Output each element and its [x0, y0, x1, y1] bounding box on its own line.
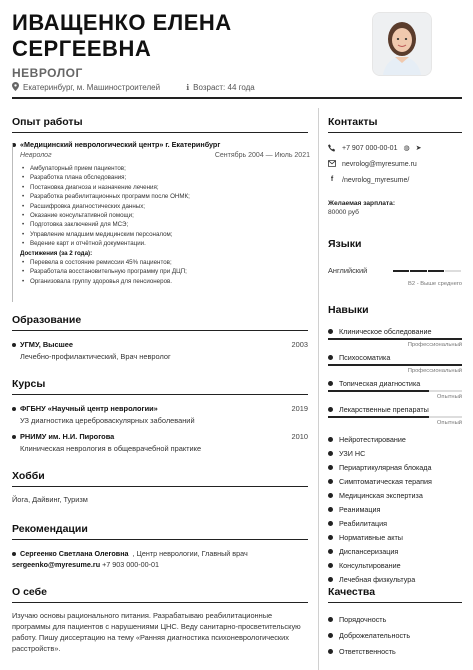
- skill-item: [328, 530, 462, 544]
- qualities-list: [328, 612, 462, 658]
- phone-icon: [328, 144, 336, 152]
- hobby-text: Йога, Дайвинг, Туризм: [12, 495, 88, 504]
- skill-name: Психосоматика: [339, 352, 391, 362]
- languages-title: Языки: [328, 238, 362, 250]
- header-divider: [12, 97, 462, 99]
- skill-item: [328, 324, 462, 348]
- course-org: ФГБНУ «Научный центр неврологии»: [20, 404, 158, 413]
- map-pin-icon: [12, 82, 19, 93]
- recommendation-block: [12, 548, 310, 570]
- list-item: • Разработка реабилитационных программ после ОНМК;: [20, 192, 310, 201]
- experience-underline: [12, 132, 308, 133]
- bullet-dot: [328, 355, 333, 360]
- courses-title: Курсы: [12, 378, 46, 390]
- skill-item: [328, 516, 462, 530]
- telegram-icon[interactable]: ➤: [415, 145, 422, 152]
- bullet-dot: [12, 407, 16, 411]
- skill-name: Консультирование: [339, 560, 401, 570]
- list-item: • Управление младшим медицинским персоналом;: [20, 230, 310, 239]
- language-name: Английский: [328, 266, 368, 275]
- skill-name: Симптоматическая терапия: [339, 476, 432, 486]
- recommendations-underline: [12, 539, 308, 540]
- language-level-track: [392, 270, 462, 272]
- achievements-list: [12, 258, 310, 286]
- list-item: • Разработала восстановительную программу при ДЦП;: [20, 267, 310, 276]
- recommender-phone: +7 903 000-00-01: [100, 560, 160, 569]
- recommender-email[interactable]: sergeenko@myresume.ru: [12, 560, 101, 569]
- bullet-dot: [328, 521, 333, 526]
- skill-name: Периартикулярная блокада: [339, 462, 432, 472]
- list-item: • Расшифровка диагностических данных;: [20, 202, 310, 211]
- job-role: Невролог: [20, 152, 52, 159]
- skill-name: Реанимация: [339, 504, 381, 514]
- skill-item: [328, 544, 462, 558]
- about-text: Изучаю основы рационального питания. Разрабатываю реабилитационные программы для пациентов с нарушениями ЦНС. Веду санитарно-просветительскую работу. Пишу диссертацию на тему «Ранняя диагностика психоневрологических расстройств».: [12, 611, 301, 653]
- list-item: • Подготовка заключений для МСЭ;: [20, 220, 310, 229]
- skill-name: Лекарственные препараты: [339, 404, 429, 414]
- skills-plain: [328, 432, 462, 586]
- bullet-dot: [328, 507, 333, 512]
- education-year: 2003: [291, 340, 308, 349]
- skill-name: Нейротестирование: [339, 434, 406, 444]
- education-block: [12, 340, 308, 361]
- qualities-underline: [328, 602, 462, 603]
- facebook-icon: f: [330, 176, 334, 183]
- about-title: О себе: [12, 586, 47, 598]
- courses-underline: [12, 394, 308, 395]
- contacts-block: [328, 142, 462, 216]
- skill-level-text: Профессиональный: [407, 342, 462, 348]
- skill-item: [328, 446, 462, 460]
- bullet-dot: [328, 633, 333, 638]
- skill-item: [328, 350, 462, 374]
- course-item-1: [12, 404, 308, 425]
- bullet-dot: [328, 577, 333, 582]
- email-value[interactable]: nevrolog@myresume.ru: [342, 160, 417, 168]
- course-year: 2010: [291, 432, 308, 441]
- school-name: УГМУ, Высшее: [20, 340, 73, 349]
- skill-name: Топическая диагностика: [339, 378, 421, 388]
- quality-name: Порядочность: [339, 614, 387, 624]
- list-item: • Амбулаторный прием пациентов;: [20, 164, 310, 173]
- skill-item: [328, 572, 462, 586]
- list-item: • Постановка диагноза и назначение лечения;: [20, 183, 310, 192]
- bullet-dot: [328, 549, 333, 554]
- course-name: УЗ диагностика цереброваскулярных заболеваний: [20, 416, 195, 425]
- course-org: РНИМУ им. Н.И. Пирогова: [20, 432, 115, 441]
- quality-name: Доброжелательность: [339, 630, 411, 640]
- bullet-dot: [328, 535, 333, 540]
- list-item: • Организовала группу здоровья для пенсионеров.: [20, 277, 310, 286]
- meta-row: [12, 82, 255, 93]
- bullet-dot: [328, 381, 333, 386]
- bullet-dot: [328, 437, 333, 442]
- age-text: Возраст: 44 года: [193, 83, 255, 92]
- social-value[interactable]: /nevrolog_myresume/: [342, 176, 410, 184]
- course-item-2: [12, 432, 308, 453]
- skill-item: [328, 376, 462, 400]
- job-title: НЕВРОЛОГ: [12, 66, 83, 80]
- recommender-place: , Центр неврологии, Главный врач: [132, 549, 248, 558]
- salary-value: 80000 руб: [328, 209, 359, 216]
- social-row: [328, 174, 462, 186]
- achievements-title: Достижения (за 2 года):: [20, 249, 93, 257]
- list-item: • Перевела в состояние ремиссии 45% пациентов;: [20, 258, 310, 267]
- full-name: ИВАЩЕНКО ЕЛЕНА СЕРГЕЕВНА: [12, 10, 232, 61]
- profile-photo: [372, 12, 432, 76]
- contacts-underline: [328, 132, 462, 133]
- envelope-icon: [328, 160, 336, 168]
- skill-level-bar: [328, 390, 462, 392]
- skill-level-bar: [328, 416, 462, 418]
- skill-level-bar: [328, 338, 462, 340]
- education-underline: [12, 330, 308, 331]
- skill-item: [328, 402, 462, 426]
- location-text: Екатеринбург, м. Машиностроителей: [23, 83, 161, 92]
- skill-name: Диспансеризация: [339, 546, 399, 556]
- language-row: [328, 266, 462, 287]
- experience-title: Опыт работы: [12, 116, 83, 128]
- bullet-dot: [328, 493, 333, 498]
- bullet-dot: [328, 407, 333, 412]
- skill-item: [328, 460, 462, 474]
- bullet-dot: [328, 479, 333, 484]
- bullet-dot: [328, 451, 333, 456]
- language-level-text: B2 - Выше среднего: [408, 281, 462, 287]
- contacts-title: Контакты: [328, 116, 378, 128]
- skill-name: Медицинская экспертиза: [339, 490, 423, 500]
- skill-level-text: Профессиональный: [407, 368, 462, 374]
- phone-value[interactable]: +7 907 000-00-01: [342, 144, 398, 152]
- skills-title: Навыки: [328, 304, 369, 316]
- skill-name: Клиническое обследование: [339, 326, 432, 336]
- column-divider: [318, 108, 319, 670]
- list-item: • Разработка плана обследования;: [20, 173, 310, 182]
- bullet-dot: [328, 465, 333, 470]
- info-icon: ℹ: [186, 83, 190, 92]
- quality-name: Ответственность: [339, 646, 396, 656]
- course-name: Клиническая неврология в общеврачебной практике: [20, 444, 202, 453]
- bullet-dot: [328, 329, 333, 334]
- timeline-line: [12, 144, 13, 302]
- course-year: 2019: [291, 404, 308, 413]
- skill-item: [328, 488, 462, 502]
- list-item: • Ведение карт и отчётной документации.: [20, 239, 310, 248]
- skill-level-text: Опытный: [436, 394, 462, 400]
- about-underline: [12, 602, 308, 603]
- salary-label: Желаемая зарплата:: [328, 200, 396, 207]
- skill-name: Нормативные акты: [339, 532, 403, 542]
- quality-item: [328, 612, 462, 626]
- bullet-dot: [328, 649, 333, 654]
- bullet-dot: [12, 552, 16, 556]
- duties-list: [12, 164, 310, 249]
- company-name: «Медицинский неврологический центр» г. Екатеринбург: [20, 140, 221, 149]
- bullet-dot: [12, 343, 16, 347]
- education-speciality: Лечебно-профилактический, Врач невролог: [20, 352, 171, 361]
- language-level-marks: [392, 268, 462, 274]
- job-period: Сентябрь 2004 — Июль 2021: [214, 152, 310, 159]
- qualities-title: Качества: [328, 586, 376, 598]
- skill-name: Реабилитация: [339, 518, 388, 528]
- experience-block: [12, 140, 310, 286]
- quality-item: [328, 644, 462, 658]
- list-item: • Оказание консультативной помощи;: [20, 211, 310, 220]
- hobby-underline: [12, 486, 308, 487]
- education-title: Образование: [12, 314, 82, 326]
- skill-name: УЗИ НС: [339, 448, 366, 458]
- skill-name: Лечебная физкультура: [339, 574, 416, 584]
- skill-level-bar: [328, 364, 462, 366]
- skill-level-text: Опытный: [436, 420, 462, 426]
- hobby-title: Хобби: [12, 470, 45, 482]
- recommendations-title: Рекомендации: [12, 523, 88, 535]
- bullet-dot: [328, 563, 333, 568]
- skill-item: [328, 502, 462, 516]
- quality-item: [328, 628, 462, 642]
- skill-item: [328, 432, 462, 446]
- bullet-dot: [328, 617, 333, 622]
- bullet-dot: [12, 435, 16, 439]
- skill-item: [328, 558, 462, 572]
- whatsapp-icon[interactable]: ◍: [403, 145, 410, 152]
- skill-item: [328, 474, 462, 488]
- phone-row: [328, 142, 462, 154]
- email-row: [328, 158, 462, 170]
- recommender-name: Сергеенко Светлана Олеговна: [20, 549, 129, 558]
- skills-rated: [328, 324, 462, 426]
